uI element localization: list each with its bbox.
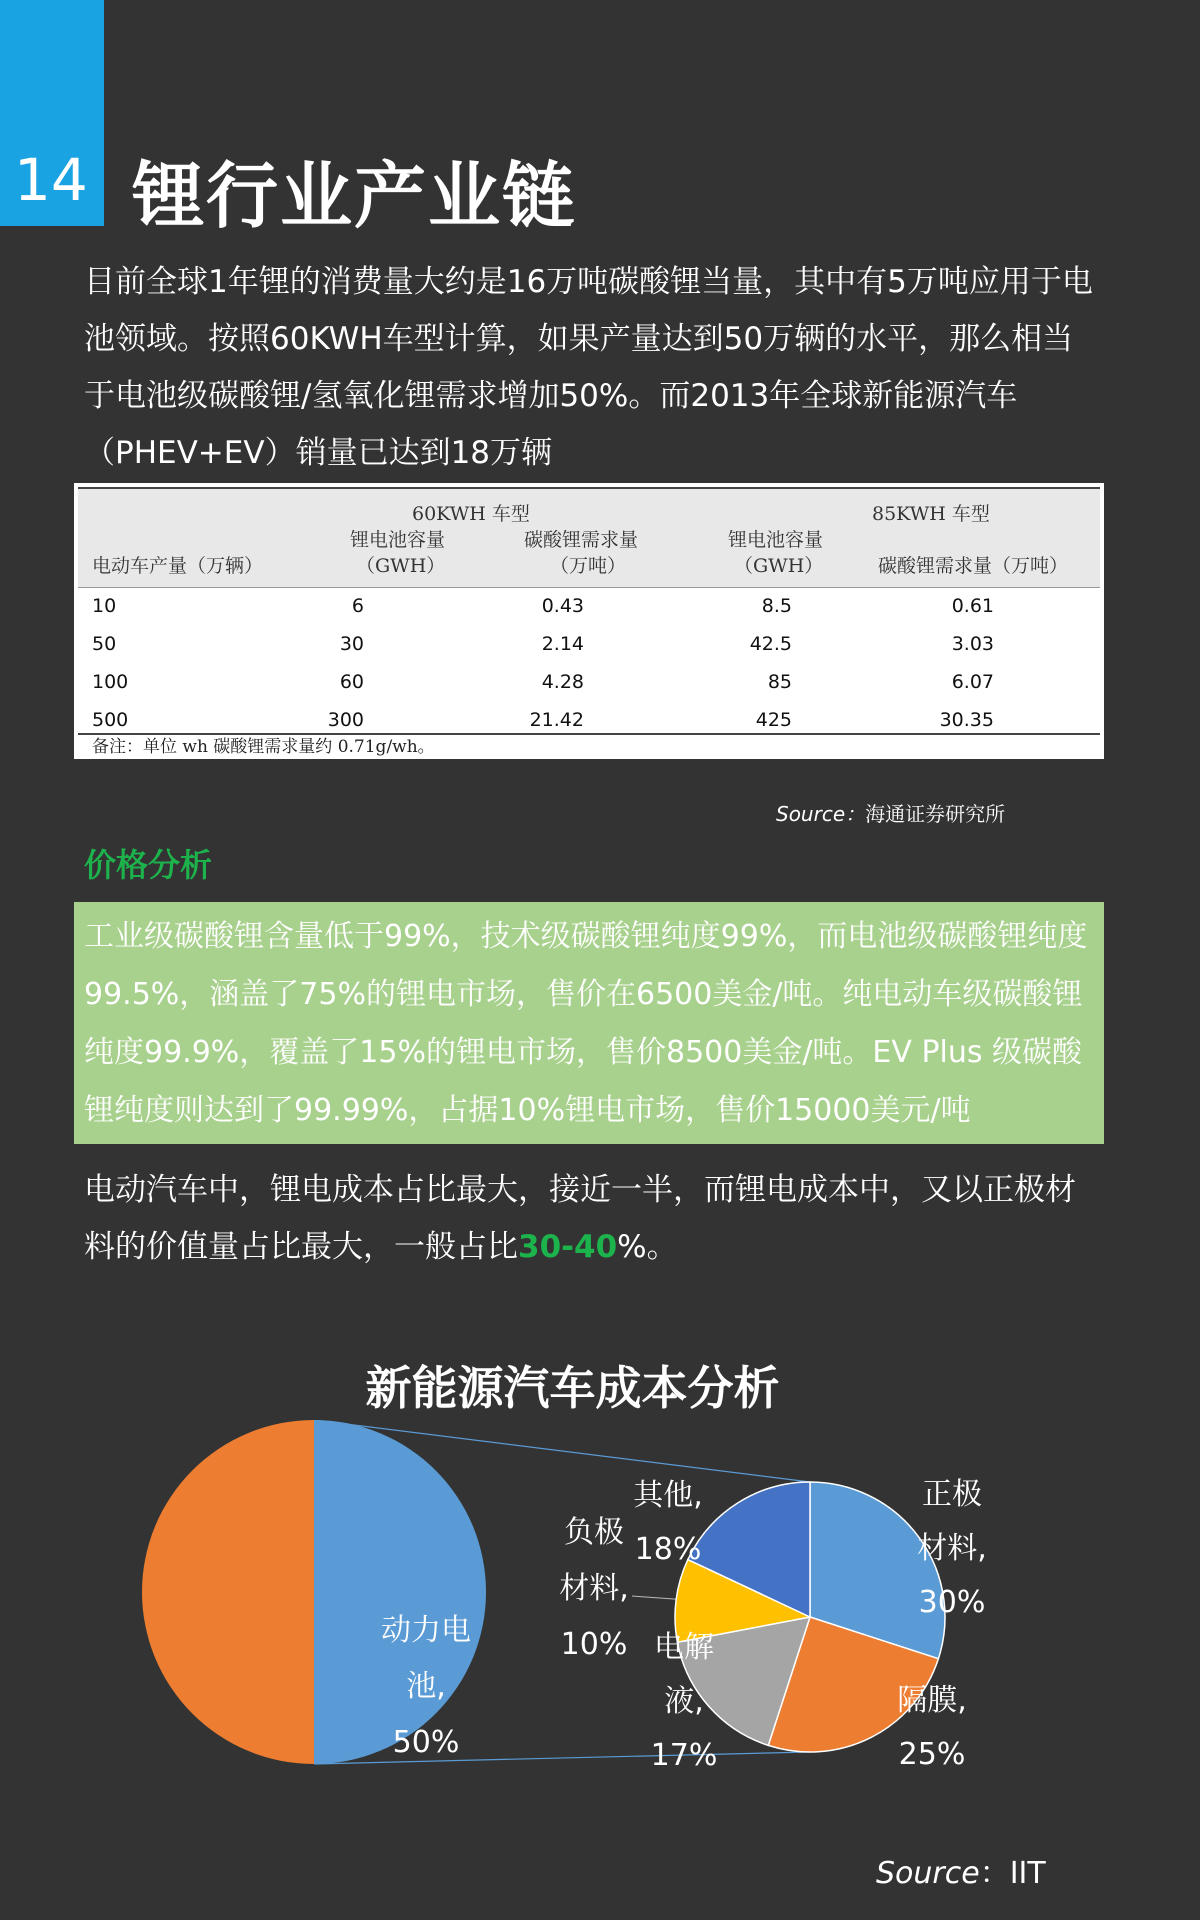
table-cell: 0.61 xyxy=(951,595,994,617)
table-cell: 100 xyxy=(92,671,129,693)
header-cap-60-line2: （GWH） xyxy=(356,555,446,577)
header-dem-60-line1: 碳酸锂需求量 xyxy=(524,529,639,551)
page-number-badge xyxy=(0,0,104,226)
table-cell: 500 xyxy=(92,709,129,731)
table-cell: 85 xyxy=(767,671,792,693)
pie-label-text: 50% xyxy=(392,1725,460,1760)
header-cap-85-line2: （GWH） xyxy=(734,555,824,577)
main-pie xyxy=(142,1420,486,1764)
table-header xyxy=(78,487,1100,588)
page-title: 锂行业产业链 xyxy=(132,154,577,238)
table-cell: 6.07 xyxy=(951,671,994,693)
pie-label-text: 动力电 xyxy=(381,1613,471,1648)
table-cell: 50 xyxy=(92,633,117,655)
pie-label-text: 电解 xyxy=(654,1630,714,1665)
price-analysis-box xyxy=(74,902,1104,1144)
cost-text-before: 电动汽车中，锂电成本占比最大，接近一半，而锂电成本中，又以正极材料的价值量占比最大，一般占比 xyxy=(84,1172,1076,1265)
pie-label-text: 材料, xyxy=(559,1571,629,1606)
table-cell: 60 xyxy=(339,671,364,693)
chart-source-value: ：IIT xyxy=(979,1856,1046,1891)
pie-label-text: 隔膜, xyxy=(897,1683,967,1718)
page-number: 14 xyxy=(14,146,88,214)
table-cell: 30.35 xyxy=(939,709,994,731)
table-cell: 30 xyxy=(339,633,364,655)
header-dem-60-line2: （万吨） xyxy=(550,555,627,577)
header-group-60kwh: 60KWH 车型 xyxy=(412,503,530,525)
table-note: 备注：单位 wh 碳酸锂需求量约 0.71g/wh。 xyxy=(78,733,1100,759)
source-label: Source： xyxy=(776,802,866,826)
pie-label-text: 17% xyxy=(650,1738,718,1773)
pie-label-text: 液, xyxy=(664,1684,704,1719)
cost-paragraph xyxy=(84,1162,1104,1276)
header-cap-60-line1: 锂电池容量 xyxy=(350,529,446,551)
table-cell: 10 xyxy=(92,595,117,617)
chart-source xyxy=(876,1848,1046,1892)
header-dem-85: 碳酸锂需求量（万吨） xyxy=(878,555,1069,577)
pie-label-text: 正极 xyxy=(922,1477,982,1512)
chart-title: 新能源汽车成本分析 xyxy=(365,1361,780,1415)
lithium-demand-table xyxy=(74,483,1104,759)
table-cell: 4.28 xyxy=(541,671,584,693)
table-cell: 0.43 xyxy=(541,595,584,617)
main-pie-slice xyxy=(142,1420,314,1764)
intro-paragraph: 目前全球1年锂的消费量大约是16万吨碳酸锂当量，其中有5万吨应用于电池领域。按照60KWH车型计算，如果产量达到50万辆的水平，那么相当于电池级碳酸锂/氢氧化锂需求增加50%。而2013年全球新能源汽车（PHEV+EV）销量已达到18万辆 xyxy=(84,264,1093,471)
pie-label-text: 池, xyxy=(406,1669,446,1704)
cost-text-after: %。 xyxy=(617,1229,678,1265)
pie-label-text: 25% xyxy=(898,1737,966,1772)
pie-label-text: 18% xyxy=(634,1532,702,1567)
pie-label-text: 材料, xyxy=(917,1531,987,1566)
table-source xyxy=(776,798,1005,827)
cost-pie-chart xyxy=(0,1420,1200,1840)
pie-label-text: 10% xyxy=(560,1627,628,1662)
chart-source-label: Source xyxy=(876,1856,980,1891)
table-cell: 21.42 xyxy=(529,709,584,731)
pie-label-text: 其他, xyxy=(633,1478,703,1513)
table-cell: 2.14 xyxy=(541,633,584,655)
table-cell: 425 xyxy=(755,709,792,731)
pie-label-text: 30% xyxy=(918,1585,986,1620)
price-analysis-text: 工业级碳酸锂含量低于99%，技术级碳酸锂纯度99%，而电池级碳酸锂纯度99.5%，涵盖了75%的锂电市场，售价在6500美金/吨。纯电动车级碳酸锂纯度99.9%，覆盖了15%的锂电市场，售价8500美金/吨。EV Plus 级碳酸锂纯度则达到了99.99%，占据10%锂电市场，售价15000美元/吨 xyxy=(84,919,1088,1128)
main-pie-slice xyxy=(314,1420,486,1764)
pie-label-text: 负极 xyxy=(564,1515,624,1550)
connector-line xyxy=(314,1752,810,1764)
table-cell: 8.5 xyxy=(761,595,792,617)
table-cell: 42.5 xyxy=(749,633,792,655)
header-group-85kwh: 85KWH 车型 xyxy=(872,503,990,525)
price-analysis-heading: 价格分析 xyxy=(84,846,213,884)
source-value: 海通证券研究所 xyxy=(865,802,1006,826)
table-cell: 3.03 xyxy=(951,633,994,655)
header-cap-85-line1: 锂电池容量 xyxy=(728,529,824,551)
cost-highlight: 30-40 xyxy=(518,1229,618,1265)
table-cell: 300 xyxy=(327,709,364,731)
header-production: 电动车产量（万辆） xyxy=(92,555,264,577)
table-cell: 6 xyxy=(351,595,364,617)
